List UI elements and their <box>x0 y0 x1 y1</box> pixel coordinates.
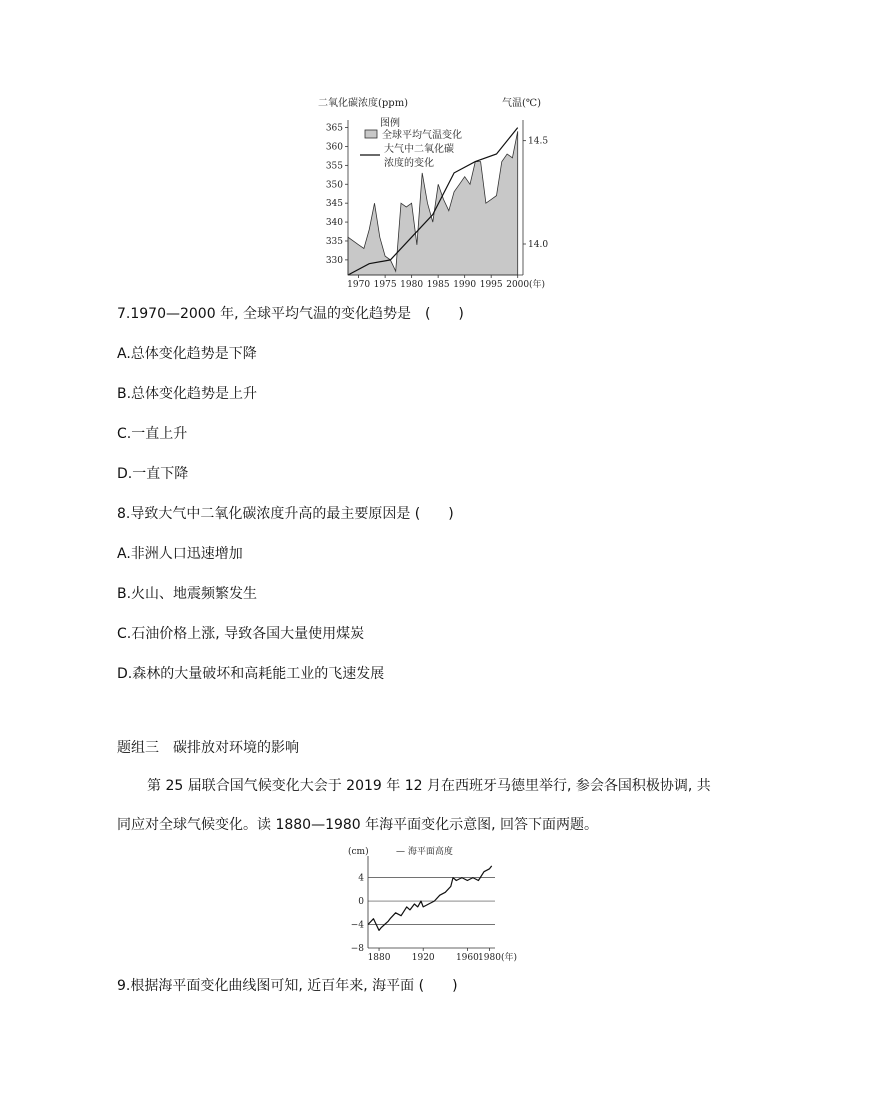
left-tick-label: 340 <box>325 218 343 229</box>
left-tick-label: 360 <box>325 142 343 153</box>
left-axis-label: 二氧化碳浓度(ppm) <box>318 98 409 109</box>
chart2-plot-area <box>351 856 517 963</box>
q7-option-d: D.一直下降 <box>117 466 189 482</box>
legend-item-co2-line1: 大气中二氧化碳 <box>384 144 454 155</box>
x-tick-label: 1995 <box>479 280 503 290</box>
x-tick-label: 1990 <box>453 280 477 290</box>
question-9: 9.根据海平面变化曲线图可知, 近百年来, 海平面 ( ) <box>117 978 458 994</box>
legend-title: 图例 <box>380 118 400 129</box>
legend-swatch-temperature <box>365 130 377 138</box>
left-tick-label: 345 <box>325 199 343 210</box>
chart2-y-tick-label: 4 <box>358 873 364 884</box>
x-tick-label: 1980 <box>400 280 424 290</box>
x-tick-label: 2000 <box>506 280 530 290</box>
right-axis-label: 气温(℃) <box>502 98 541 109</box>
x-tick-label: 1985 <box>426 280 450 290</box>
q8-option-b: B.火山、地震频繁发生 <box>117 586 258 602</box>
right-tick-label: 14.5 <box>528 136 549 147</box>
q7-option-a: A.总体变化趋势是下降 <box>117 346 257 362</box>
sea-level-chart <box>340 840 530 968</box>
left-tick-label: 335 <box>325 236 343 247</box>
question-8 <box>117 504 454 524</box>
chart2-x-unit-label: (年) <box>500 953 518 963</box>
chart2-x-tick-label: 1880 <box>367 953 391 963</box>
question-7-number: 7. <box>117 306 131 322</box>
question-8-text: 导致大气中二氧化碳浓度升高的最主要原因是 ( ) <box>130 506 454 522</box>
x-unit-label: (年) <box>528 280 546 290</box>
left-tick-label: 355 <box>325 161 343 172</box>
left-tick-label: 350 <box>325 180 343 191</box>
chart2-x-tick-label: 1960 <box>455 953 479 963</box>
chart2-x-tick-label: 1920 <box>411 953 435 963</box>
chart1-legend <box>360 116 462 169</box>
chart2-x-tick-label: 1980 <box>478 953 501 963</box>
question-7-text: 1970—2000 年, 全球平均气温的变化趋势是 ( ) <box>130 306 464 322</box>
chart2-y-tick-label: 0 <box>358 897 364 908</box>
chart2-legend: — 海平面高度 <box>396 847 453 857</box>
q8-option-a: A.非洲人口迅速增加 <box>117 546 243 562</box>
legend-item-temperature: 全球平均气温变化 <box>382 130 462 141</box>
sea-level-line <box>368 866 492 931</box>
question-7 <box>117 304 464 324</box>
left-tick-label: 365 <box>325 123 343 134</box>
x-tick-label: 1970 <box>347 280 371 290</box>
section-title: 题组三 碳排放对环境的影响 <box>117 740 299 756</box>
question-8-number: 8. <box>117 506 131 522</box>
chart2-y-tick-label: −4 <box>350 920 364 931</box>
q7-option-c: C.一直上升 <box>117 426 188 442</box>
chart2-unit: (cm) <box>348 847 369 857</box>
left-tick-label: 330 <box>325 255 343 266</box>
co2-temperature-chart <box>310 92 560 292</box>
right-tick-label: 14.0 <box>528 240 549 250</box>
section-paragraph-line1: 第 25 届联合国气候变化大会于 2019 年 12 月在西班牙马德里举行, 参会各国积极协调, 共 <box>147 778 711 794</box>
x-tick-label: 1975 <box>373 280 397 290</box>
q8-option-d: D.森林的大量破坏和高耗能工业的飞速发展 <box>117 666 385 682</box>
section-paragraph-line2: 同应对全球气候变化。读 1880—1980 年海平面变化示意图, 回答下面两题。 <box>117 817 599 833</box>
legend-item-co2-line2: 浓度的变化 <box>384 158 434 169</box>
chart2-y-tick-label: −8 <box>350 944 364 954</box>
q8-option-c: C.石油价格上涨, 导致各国大量使用煤炭 <box>117 626 365 642</box>
q7-option-b: B.总体变化趋势是上升 <box>117 386 258 402</box>
